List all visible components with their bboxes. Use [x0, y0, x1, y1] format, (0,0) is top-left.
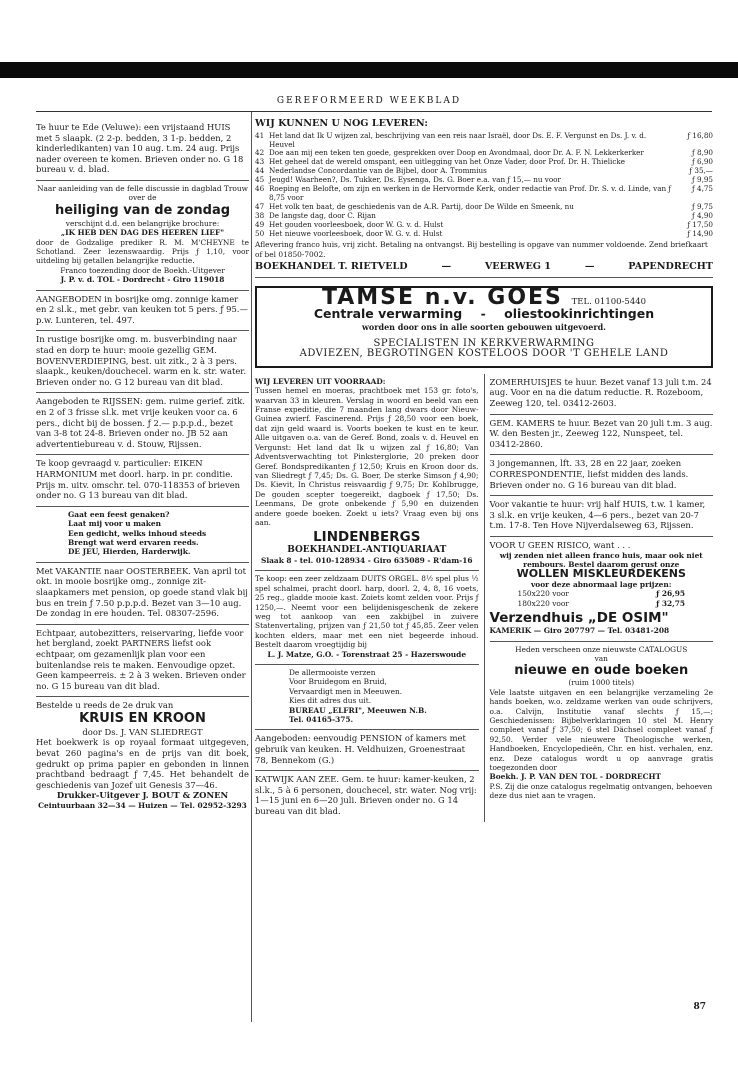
list-item: 43 Het geheel dat de wereld omspant, een uitlegging van het Onze Vader, door Prof. Dr. H. Thielicke ƒ 6,90: [255, 157, 713, 167]
page-number: 87: [693, 1002, 706, 1012]
list-item: 45 Jeugd! Waarheen?, Ds. Tukker, Ds. Eysenga, Ds. G. Boer e.a. van ƒ 15,— nu voor ƒ 9,95: [255, 175, 713, 185]
book-list: [255, 132, 713, 239]
ad-osim: VOOR U GEEN RISICO, want . . . wij zenden niet alleen franco huis, maar ook niet rembours. Bestel daarom gerust onze WOLLEN MISKLEURDEKENS voor deze abnormaal lage prijzen: 150x220 voor ƒ 26,95 180x220 voor ƒ 32,75 Verzendhuis „DE OSIM" KAMERIK — Giro 207797 — Tel. 03481-208: [490, 537, 714, 642]
tamse-name: TAMSE n.v. GOES: [321, 284, 563, 310]
ad-bovenverdieping: In rustige bosrijke omg. m. busverbinding naar stad en dorp te huur: mooie gezellig GEM. BOVENVERDIEPING, best. uit zitk., 2 à 3 pers. slaapk., keuken/douchecel. warm en k. str. water. Brieven onder no. G 12 bureau van dit blad.: [36, 331, 249, 393]
ad-note: Aflevering franco huis, vrij zicht. Betaling na ontvangst. Bij bestelling is opgave van nummer voldoende. Zend briefkaart of bel 01850-7002.: [255, 240, 708, 259]
ad-zomerhuisjes: ZOMERHUISJES te huur. Bezet vanaf 13 juli t.m. 24 aug. Voor en na die datum reductie. R. Rozeboom, Zeeweg 120, tel. 03412-2603.: [490, 374, 714, 415]
ad-author: door Ds. J. VAN SLIEDREGT: [82, 726, 203, 737]
ad-sub: verschijnt d.d. een belangrijke brochure:: [65, 218, 220, 228]
list-item: 38 De langste dag, door C. Rijan ƒ 4,90: [255, 210, 713, 220]
ad-heading: WIJ KUNNEN U NOG LEVEREN:: [255, 118, 428, 129]
right-area: [255, 119, 713, 822]
ad-pension: Aangeboden: eenvoudig PENSION of kamers met gebruik van keuken. H. Veldhuizen, Groenestraat 78, Bennekom (G.): [255, 730, 479, 771]
ad-firm: J. P. v. d. TOL - Dordrecht - Giro 119018: [60, 275, 225, 285]
ad-tamse: TAMSE n.v. GOES TEL. 01100-5440 Centrale verwarming - oliestookinrichtingen worden door ons in alle soorten gebouwen uitgevoerd. SPECIALISTEN IN KERKVERWARMING ADVIEZEN, BEGROTINGEN KOSTELOOS DOOR 'T GEHELE LAND: [255, 286, 713, 368]
ad-title: KRUIS EN KROON: [79, 710, 206, 726]
ad-footer: BOEKHANDEL T. RIETVELD — VEERWEG 1 — PAPENDRECHT: [255, 261, 713, 273]
list-item: 46 Roeping en Belofte, om zijn en werken in de Hervormde Kerk, onder redactie van Prof. Dr. S. v. d. Linde, van ƒ 8,75 voor ƒ 4,75: [255, 184, 713, 202]
ad-de-jeu: Gaat een feest genaken? Laat mij voor u maken Een gedicht, welks inhoud steeds Brengt wat werd ervaren reeds. DE JEU, Hierden, Harderwijk.: [36, 507, 249, 563]
ad-body: Het boekwerk is op royaal formaat uitgegeven, bevat 260 pagina's en de prijs van dit boek, gedrukt op prima papier en gebonden in linnen prachtband bedraagt ƒ 7,45. Het behandelt de geschiedenis van Jozef uit Genesis 37—46.: [36, 737, 249, 790]
ad-partners: Echtpaar, autobezitters, reiservaring, liefde voor het bergland, zoekt PARTNERS liefst ook echtpaar, om gezamenlijk plan voor een buitenlandse reis te maken. Eenvoudige opzet. Geen kampeerreis. ± 2 à 3 weken. Brieven onder no. G 15 bureau van dit blad.: [36, 625, 249, 698]
list-item: 41 Het land dat Ik U wijzen zal, beschrijving van een reis naar Israël, door Ds. E. F. Vergunst en Ds. J. v. d. Heuvel ƒ 16,80: [255, 130, 713, 149]
ad-harmonium: Te koop gevraagd v. particulier: EIKEN HARMONIUM met doorl. harp. in pr. conditie. Prijs m. uitv. omschr. tel. 070-118353 of brieven onder no. G 13 bureau van dit blad.: [36, 455, 249, 506]
ad-gem-kamers: GEM. KAMERS te huur. Bezet van 20 juli t.m. 3 aug. W. den Besten jr., Zeeweg 122, Nunspeet, tel. 03412-2860.: [490, 415, 714, 456]
ad-oosterbeek: Met VAKANTIE naar OOSTERBEEK. Van april tot okt. in mooie bosrijke omg., zonnige zit-slaapkamers met pension, op goede stand vlak bij bus en trein ƒ 7.50 p.p.p.d. Bezet van 3—10 aug. De zondag in ere houden. Tel. 08307-2596.: [36, 563, 249, 625]
running-head: GEREFORMEERD WEEKBLAD: [276, 96, 462, 106]
list-item: 49 Het gouden voorleesboek, door W. G. v. d. Hulst ƒ 17,50: [255, 219, 713, 229]
right-column: [490, 374, 714, 822]
list-item: 42 Doe aan mij een teken ten goede, gesprekken over Doop en Avondmaal, door Dr. A. F. N. Lekkerkerker ƒ 8,90: [255, 148, 713, 158]
ad-body: door de Godzalige prediker R. M. M'CHEYNE te Schotland. Zeer lezenswaardig. Prijs ƒ 1,10, voor uitdeling bij getallen belangrijke reductie.: [36, 237, 249, 266]
left-column: [36, 119, 249, 815]
list-item: 44 Nederlandse Concordantie van de Bijbel, door A. Trommius ƒ 35,—: [255, 166, 713, 176]
ad-lunteren: AANGEBODEN in bosrijke omg. zonnige kamer en 2 sl.k., met gebr. van keuken tot 5 pers. ƒ 95.— p.w. Lunteren, tel. 497.: [36, 291, 249, 332]
lower-columns: [255, 374, 713, 822]
ad-heiliging-zondag: [36, 181, 249, 291]
ad-wij-kunnen: [255, 119, 713, 278]
header-rule: [36, 111, 712, 112]
list-item: 47 Het volk ten baat, de geschiedenis van de A.R. Partij, door De Wilde en Smeenk, nu ƒ 9,75: [255, 201, 713, 211]
ad-quote: „IK HEB DEN DAG DES HEEREN LIEF": [60, 228, 225, 238]
ad-kruis-en-kroon: Bestelde u reeds de 2e druk van KRUIS EN KROON door Ds. J. VAN SLIEDREGT Het boekwerk is op royaal formaat uitgegeven, bevat 260 pagina's en de prijs van dit boek, gedrukt op prima papier en gebonden in linnen prachtband bedraagt ƒ 7,45. Het behandelt de geschiedenis van Jozef uit Genesis 37—46. Drukker-Uitgever J. BOUT & ZONEN Ceintuurbaan 32—34 — Huizen — Tel. 02952-3293: [36, 700, 249, 811]
ad-catalogus: Heden verscheen onze nieuwste CATALOGUS van nieuwe en oude boeken (ruim 1000 titels) Vele laatste uitgaven en een belangrijke verzameling 2e hands boeken, w.o. zeldzame werken van oude schrijvers, o.a. Calvijn, Institutie vanaf slechts ƒ 15,—; Geschiedenissen: Bijbelverklaringen 10 stel M. Henry compleet vanaf ƒ 37,50; 6 stel Dächsel compleet vanaf ƒ 92,50. Verder vele nieuwere Theologische werken, Handboeken, Encyclopedieën, Chr. en hist. verhalen, enz. enz. Deze catalogus wordt u op aanvrage gratis toegezonden door Boekh. J. P. VAN DEN TOL - DORDRECHT P.S. Zij die onze catalogus regelmatig ontvangen, behoeven deze dus niet aan te vragen.: [489, 644, 713, 801]
ad-addr: Ceintuurbaan 32—34 — Huizen — Tel. 02952-3293: [38, 801, 247, 811]
ad-title: heiliging van de zondag: [54, 202, 231, 218]
middle-column: [255, 374, 485, 822]
ad-rijssen: Aangeboden te RIJSSEN: gem. ruime gerief. zitk. en 2 of 3 frisse sl.k. met vrije keuken voor ca. 6 pers., dicht bij de bossen. ƒ 2.— p.p.p.d., bezet van 3-8 tot 24-8. Brieven onder no. JB 52 aan advertentiebureau v. d. Stouw, Rijssen.: [36, 393, 249, 455]
ad-intro: Naar aanleiding van de felle discussie in dagblad Trouw over de: [37, 183, 248, 203]
ad-order: Franco toezending door de Boekh.-Uitgever: [60, 265, 225, 275]
list-item: 50 Het nieuwe voorleesboek, door W. G. v. d. Hulst ƒ 14,90: [255, 228, 713, 238]
ad-lindenbergs: WIJ LEVEREN UIT VOORRAAD: Tussen hemel en moeras, prachtboek met 153 gr. foto's, waarvan 33 in kleuren. Verslag in woord en beeld van een Franse expeditie, die 7 maanden lang dwars door Nieuw-Guinea zwierf. Fascinerend. Prijs ƒ 28,50 voor een boek, dat zijn geld waard is. Voorts boeken te kust en te keur. Alle uitgaven o.a. van de Geref. Bond, zoals v. d. Heuvel en Vergunst: Het land dat Ik u wijzen zal ƒ 16,80; Van Adventsverwachting tot Pinksterglorie, 20 preken door Geref. Bondspredikanten ƒ 12,50; Kruis en Kroon door ds. van Sliedregt ƒ 7,45; Ds. G. Boer, De sterke Simson ƒ 4,90; Ds. Kievit, In Christus reisvaardig ƒ 9,75; Dr. Kohlbrugge, De gouden scepter toegereikt, dagboek ƒ 17,50; Ds. Leenmans, De grote onbekende ƒ 5,90 en duizenden andere goede boeken. Zoekt u iets? Vraag even bij ons aan. LINDENBERGS BOEKHANDEL-ANTIQUARIAAT Slaak 8 - tel. 010-128934 - Giro 635089 - R'dam-16: [255, 374, 479, 572]
ad-firm: Drukker-Uitgever J. BOUT & ZONEN: [56, 790, 229, 801]
top-black-bar: [0, 62, 738, 78]
ad-half-huis: Voor vakantie te huur: vrij half HUIS, t.w. 1 kamer, 3 sl.k. en vrije keuken, 4—6 pers., bezet van 20-7 t.m. 17-8. Ten Hove Nijverdalseweg 63, Rijssen.: [490, 496, 714, 537]
ad-duits-orgel: Te koop: een zeer zeldzaam DUITS ORGEL. 8½ spel plus ½ spel schalmei, pracht doorl. harp, doorl. 2, 4, 8, 16 voets, 25 reg., gladde mooie kast. Zoiets komt zelden voor. Prijs ƒ 1250,—. Neemt voor een belijdenisgeschenk de zekere weg tot aankoop van een zakbijbel in zuivere Statenvertaling, prijzen van ƒ 21,50 tot ƒ 45,85. Zeer velen kochten elders, maar met een niet begeerde inhoud. Bestelt daarom vroegtijdig bij L. J. Matze, G.O. - Torenstraat 25 - Hazerswoude: [255, 571, 479, 665]
tamse-tel: TEL. 01100-5440: [571, 296, 647, 307]
ad-katwijk: KATWIJK AAN ZEE. Gem. te huur: kamer-keuken, 2 sl.k., 5 à 6 personen, douchecel, str. water. Nog vrij: 1—15 juni en 6—20 juli. Brieven onder no. G 14 bureau van dit blad.: [255, 774, 477, 816]
ad-correspondentie: 3 jongemannen, lft. 33, 28 en 22 jaar, zoeken CORRESPONDENTIE, liefst midden des lands. Brieven onder no. G 16 bureau van dit blad.: [490, 455, 714, 496]
ad-elfri: De allermooiste verzen Voor Bruidegom en Bruid, Vervaardigt men in Meeuwen. Kies dit adres dus uit. BUREAU „ELFRI", Meeuwen N.B. Tel. 04165-375.: [255, 665, 479, 730]
ad-ede-huis: Te huur te Ede (Veluwe): een vrijstaand HUIS met 5 slaapk. (2 2-p. bedden, 3 1-p. bedden, 2 kinderledikanten) van 10 aug. t.m. 24 aug. Prijs nader overeen te komen. Brieven onder no. G 18 bureau v. d. blad.: [36, 119, 249, 181]
column-divider: [251, 112, 252, 1022]
